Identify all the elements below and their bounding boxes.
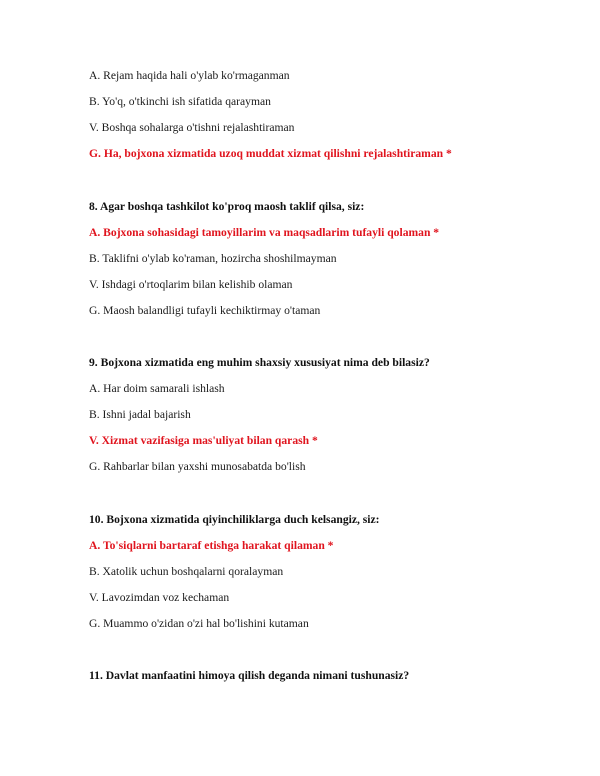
correct-answer-option: V. Xizmat vazifasiga mas'uliyat bilan qarash *: [89, 434, 318, 447]
answer-option: V. Lavozimdan voz kechaman: [89, 591, 230, 604]
answer-option: G. Rahbarlar bilan yaxshi munosabatda bo'lish: [89, 460, 306, 473]
answer-option: B. Xatolik uchun boshqalarni qoralayman: [89, 565, 284, 578]
answer-option: B. Taklifni o'ylab ko'raman, hozircha shoshilmayman: [89, 252, 337, 265]
question-8-title: 8. Agar boshqa tashkilot ko'proq maosh taklif qilsa, siz:: [89, 200, 365, 213]
question-11-title: 11. Davlat manfaatini himoya qilish deganda nimani tushunasiz?: [89, 669, 410, 682]
correct-answer-option: A. To'siqlarni bartaraf etishga harakat qilaman *: [89, 539, 334, 552]
answer-option: G. Muammo o'zidan o'zi hal bo'lishini kutaman: [89, 617, 309, 630]
correct-answer-option: G. Ha, bojxona xizmatida uzoq muddat xizmat qilishni rejalashtiraman *: [89, 147, 452, 160]
answer-option: A. Har doim samarali ishlash: [89, 382, 225, 395]
answer-option: A. Rejam haqida hali o'ylab ko'rmaganman: [89, 69, 290, 82]
answer-option: B. Yo'q, o'tkinchi ish sifatida qarayman: [89, 95, 271, 108]
correct-answer-option: A. Bojxona sohasidagi tamoyillarim va maqsadlarim tufayli qolaman *: [89, 226, 440, 239]
question-10-title: 10. Bojxona xizmatida qiyinchiliklarga duch kelsangiz, siz:: [89, 513, 380, 526]
answer-option: V. Boshqa sohalarga o'tishni rejalashtiraman: [89, 121, 295, 134]
answer-option: V. Ishdagi o'rtoqlarim bilan kelishib olaman: [89, 278, 293, 291]
answer-option: G. Maosh balandligi tufayli kechiktirmay o'taman: [89, 304, 321, 317]
answer-option: B. Ishni jadal bajarish: [89, 408, 191, 421]
question-9-title: 9. Bojxona xizmatida eng muhim shaxsiy xususiyat nima deb bilasiz?: [89, 356, 430, 369]
